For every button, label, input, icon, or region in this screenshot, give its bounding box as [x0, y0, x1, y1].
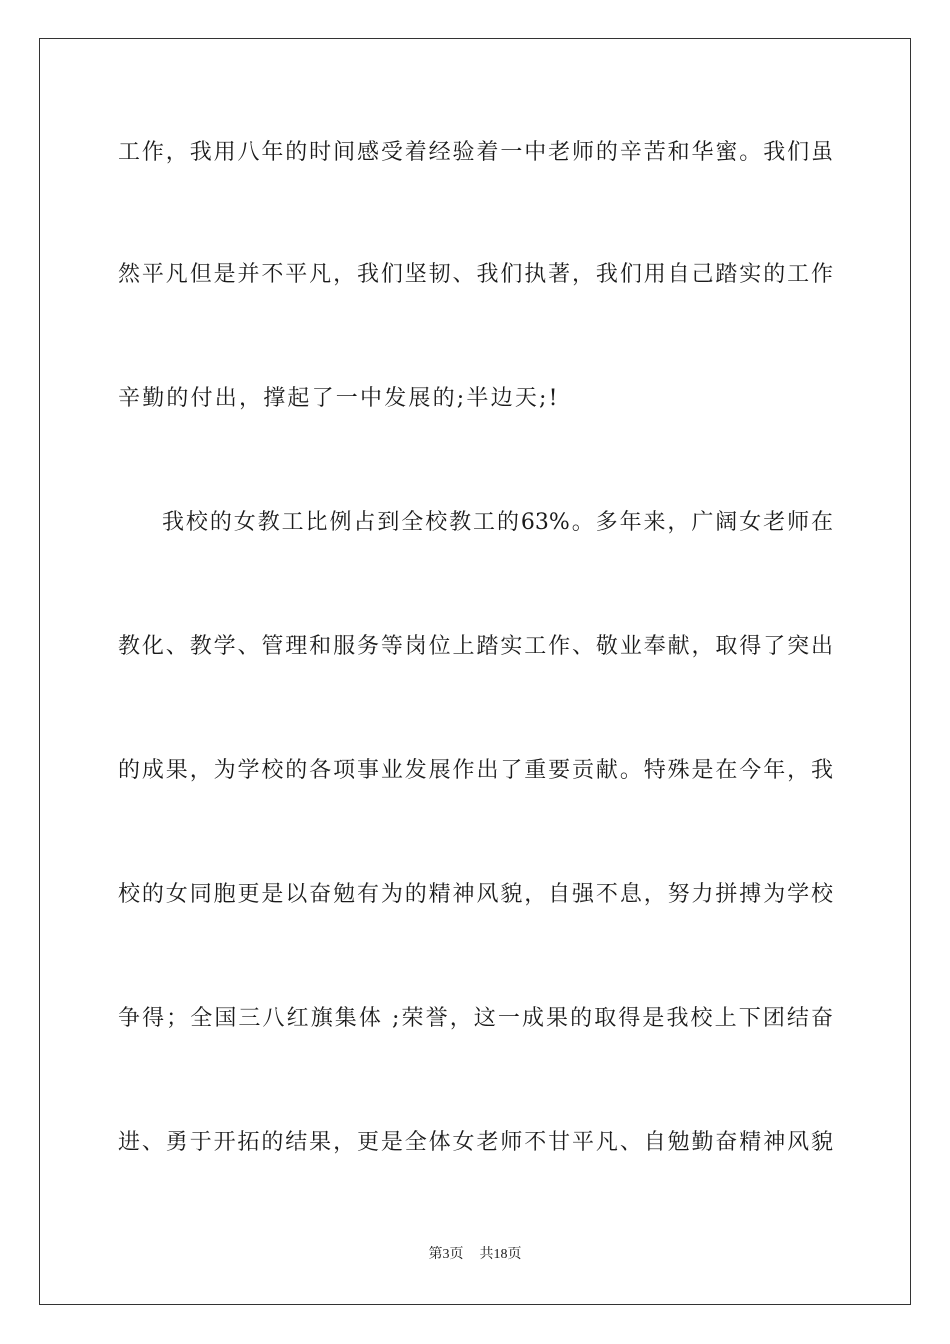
- body-text-line: 校的女同胞更是以奋勉有为的精神风貌，自强不息，努力拼搏为学校: [118, 882, 833, 907]
- page-number: 第3页: [428, 1247, 464, 1262]
- body-text-line: 争得；全国三八红旗集体 ;荣誉，这一成果的取得是我校上下团结奋: [118, 1006, 833, 1031]
- body-text-line: 然平凡但是并不平凡，我们坚韧、我们执著，我们用自己踏实的工作: [118, 262, 833, 287]
- page-footer: [0, 1245, 950, 1265]
- body-text-line: 进、勇于开拓的结果，更是全体女老师不甘平凡、自勉勤奋精神风貌: [118, 1130, 833, 1155]
- page-frame: [39, 38, 911, 1305]
- body-text-line: 教化、教学、管理和服务等岗位上踏实工作、敬业奉献，取得了突出: [118, 634, 833, 659]
- body-text-line: 我校的女教工比例占到全校教工的63%。多年来，广阔女老师在: [162, 510, 833, 535]
- page-total: 共18页: [479, 1247, 522, 1262]
- body-text-line: 的成果，为学校的各项事业发展作出了重要贡献。特殊是在今年，我: [118, 758, 833, 783]
- body-text-line: 辛勤的付出，撑起了一中发展的;半边天;!: [118, 386, 560, 411]
- body-text-line: 工作，我用八年的时间感受着经验着一中老师的辛苦和华蜜。我们虽: [118, 140, 833, 165]
